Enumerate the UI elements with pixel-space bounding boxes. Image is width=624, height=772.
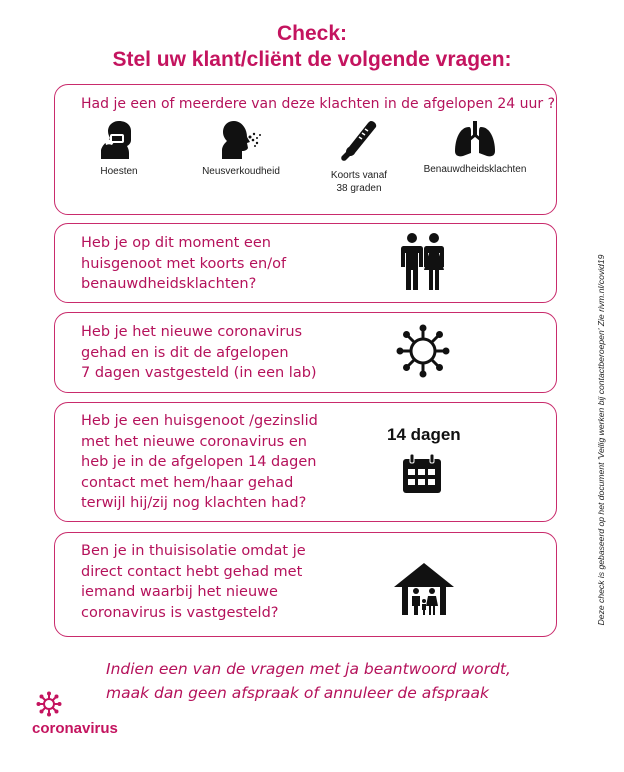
symptom-label: Koorts vanaf 38 graden [330,170,388,194]
days-label: 14 dagen [387,425,461,444]
sneeze-icon [219,119,263,161]
question-text: Had je een of meerdere van deze klachten in de afgelopen 24 uur ? [81,96,556,112]
symptom-label: Benauwdheidsklachten [423,164,527,175]
question-text: Heb je een huisgenoot /gezinslid met het nieuwe coronavirus en heb je in de afgelopen 14 dagen contact met hem/haar gehad terwijl hij/zij nog klachten had? [81,413,318,511]
footer-line-2: maak dan geen afspraak of annuleer de afspraak [106,684,489,702]
cough-icon [99,119,139,161]
virus-icon [395,323,451,379]
side-note-text: Deze check is gebaseerd op het document 'Veilig werken bij contactberoepen' Zie rivm.nl/covid19 [596,254,606,626]
thermometer-icon [337,119,381,165]
question-card-symptoms [54,84,557,215]
question-card-home-isolation [54,532,557,637]
question-text: Ben je in thuisisolatie omdat je direct contact hebt gehad met iemand waarbij het nieuwe coronavirus is vastgesteld? [81,543,306,621]
symptom-label: Neusverkoudheid [202,166,280,177]
side-note [594,250,608,630]
symptom-cough [59,119,179,178]
lungs-icon [452,119,498,159]
question-card-had-coronavirus [54,312,557,393]
page-subtitle: Stel uw klant/cliënt de volgende vragen: [112,48,512,71]
question-card-housemate-fever [54,223,557,303]
symptom-sneeze [181,119,301,178]
symptom-fever [299,119,419,195]
couple-icon [400,232,446,292]
symptom-breathing [415,119,535,176]
symptom-label: Hoesten [100,166,138,177]
calendar-icon [401,453,443,495]
footer-line-1: Indien een van de vragen met ja beantwoord wordt, [106,660,511,678]
coronavirus-logo-icon [36,691,62,717]
page-title: Check: [276,22,348,45]
question-text: Heb je op dit moment een huisgenoot met koorts en/of benauwdheidsklachten? [81,235,287,292]
question-text: Heb je het nieuwe coronavirus gehad en is dit de afgelopen 7 dagen vastgesteld (in een lab) [81,324,317,381]
question-card-housemate-contact [54,402,557,522]
house-family-icon [392,561,456,617]
logo-text: coronavirus [32,720,118,737]
